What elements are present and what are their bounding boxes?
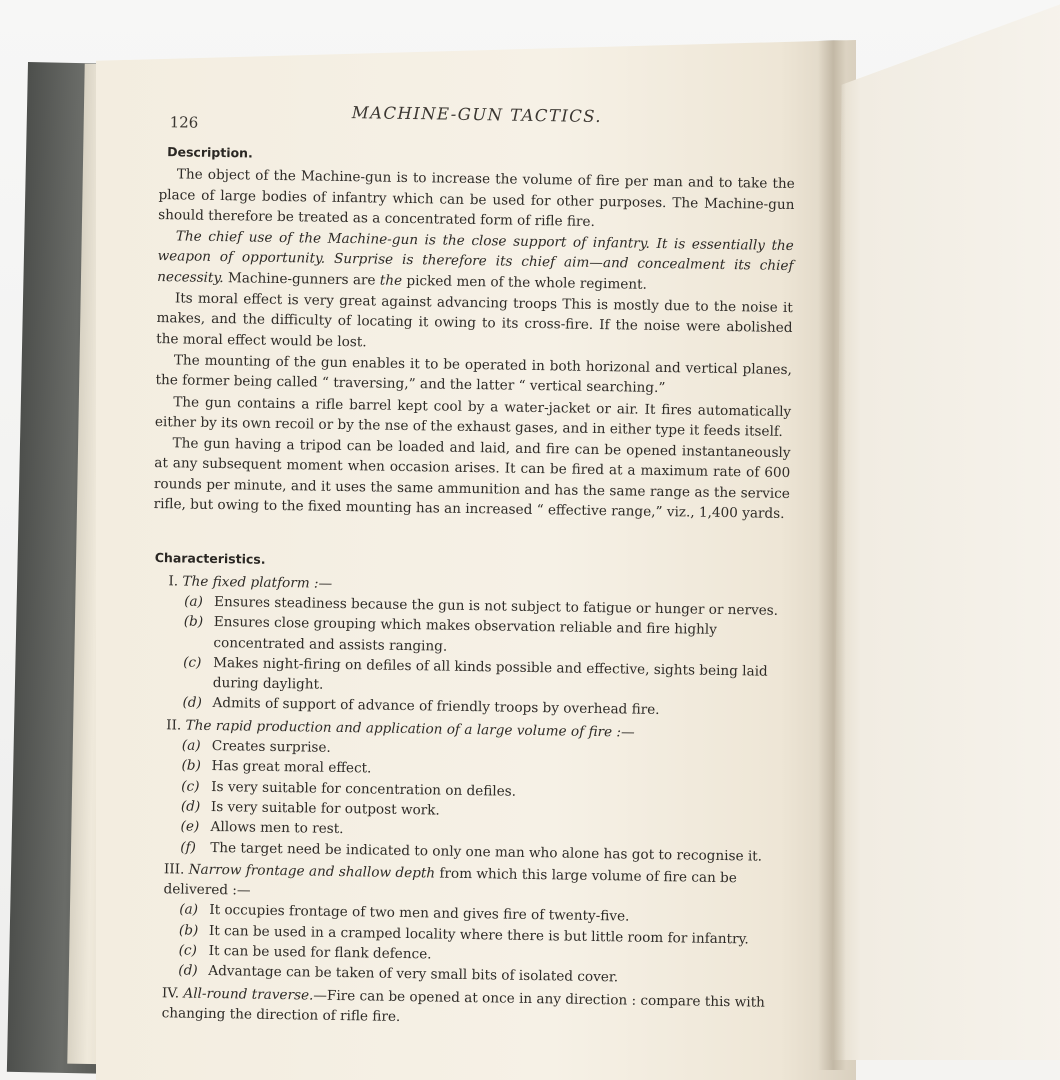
page-number: 126 — [169, 113, 199, 132]
description-paragraph: Its moral effect is very great against advancing troops This is mostly due to the noise it makes, and the difficulty of locating it owing to its cross-fire. If the noise were abolished the moral effect would be lost. — [156, 290, 793, 351]
list-item: (d) Advantage can be taken of very small bits of isolated cover. — [178, 962, 619, 986]
section-title-tail: —Fire can be opened at once in any direction : compare this with changing the direction of rifle fire. — [161, 987, 765, 1025]
book-gutter-shadow — [818, 40, 846, 1070]
section-title: The fixed platform :— — [182, 573, 333, 592]
description-heading: Description. — [167, 144, 253, 161]
description-paragraph: The mounting of the gun enables it to be operated in both horizonal and vertical planes, the former being called “ traversing,” and the latter “ vertical searching.” — [155, 352, 792, 397]
list-item: (c) Makes night-firing on defiles of all kinds possible and effective, sights being laid during daylight. — [183, 654, 768, 693]
section-numeral: II. — [166, 716, 182, 734]
list-item: (c) Is very suitable for concentration on defiles. — [181, 778, 517, 800]
section-numeral: III. — [163, 861, 185, 878]
description-paragraph: The gun contains a rifle barrel kept cool by a water-jacket or air. It fires automatically either by its own recoil or by the nse of the exhaust gases, and in either type it feeds itself. — [154, 393, 792, 440]
list-item: (b) It can be used in a cramped locality where there is but little room for infantry. — [178, 922, 749, 948]
page-text-block — [141, 100, 795, 1033]
list-item: (e) Allows men to rest. — [180, 818, 344, 838]
list-item: (c) It can be used for flank defence. — [178, 942, 432, 963]
list-item: (d) Admits of support of advance of friendly troops by overhead fire. — [182, 694, 660, 719]
list-item: (a) It occupies frontage of two men and gives fire of twenty-five. — [179, 901, 630, 925]
section-title: Narrow frontage and shallow depth — [188, 861, 436, 882]
section-numeral: I. — [168, 572, 179, 590]
characteristics-heading: Characteristics. — [154, 550, 266, 568]
list-item: (a) Ensures steadiness because the gun is not subject to fatigue or hunger or nerves. — [184, 593, 779, 619]
page-title: MACHINE-GUN TACTICS. — [351, 103, 603, 127]
list-item: (f) The target need be indicated to only one man who alone has got to recognise it. — [180, 838, 763, 865]
list-item: (a) Creates surprise. — [181, 737, 331, 756]
list-item: (b) Has great moral effect. — [181, 757, 372, 777]
list-item: (b) Ensures close grouping which makes observation reliable and fire highly concentrated and assists ranging. — [183, 613, 717, 655]
description-paragraph: The object of the Machine-gun is to increase the volume of fire per man and to take the place of large bodies of infantry which can be used for other purposes. The Machine-gun should therefore be treated as a concentrated form of rifle fire. — [158, 166, 795, 230]
section-title: All-round traverse. — [183, 985, 314, 1004]
right-page — [832, 0, 1060, 1060]
description-paragraph: The gun having a tripod can be loaded and laid, and fire can be opened instantaneously at any subsequent moment when occasion arises. It can be fired at a maximum rate of 600 rounds per minute, and it uses the same ammunition and has the same range as the service rifle, but owing to the fixed mounting has an increased “ effective range,” viz., 1,400 yards. — [153, 435, 791, 522]
section-title-tail: from which this large volume of fire can be delivered :— — [163, 865, 738, 899]
section-numeral: IV. — [161, 984, 180, 1002]
section-title: The rapid production and application of a large volume of fire :— — [185, 717, 635, 741]
list-item: (d) Is very suitable for outpost work. — [180, 798, 440, 819]
description-paragraph: The chief use of the Machine-gun is the close support of infantry. It is essentially the weapon of opportunity. Surprise is therefore its chief aim—and concealment its chief necessity. Machine-gunners are the picked men of the whole regiment. — [157, 228, 794, 293]
